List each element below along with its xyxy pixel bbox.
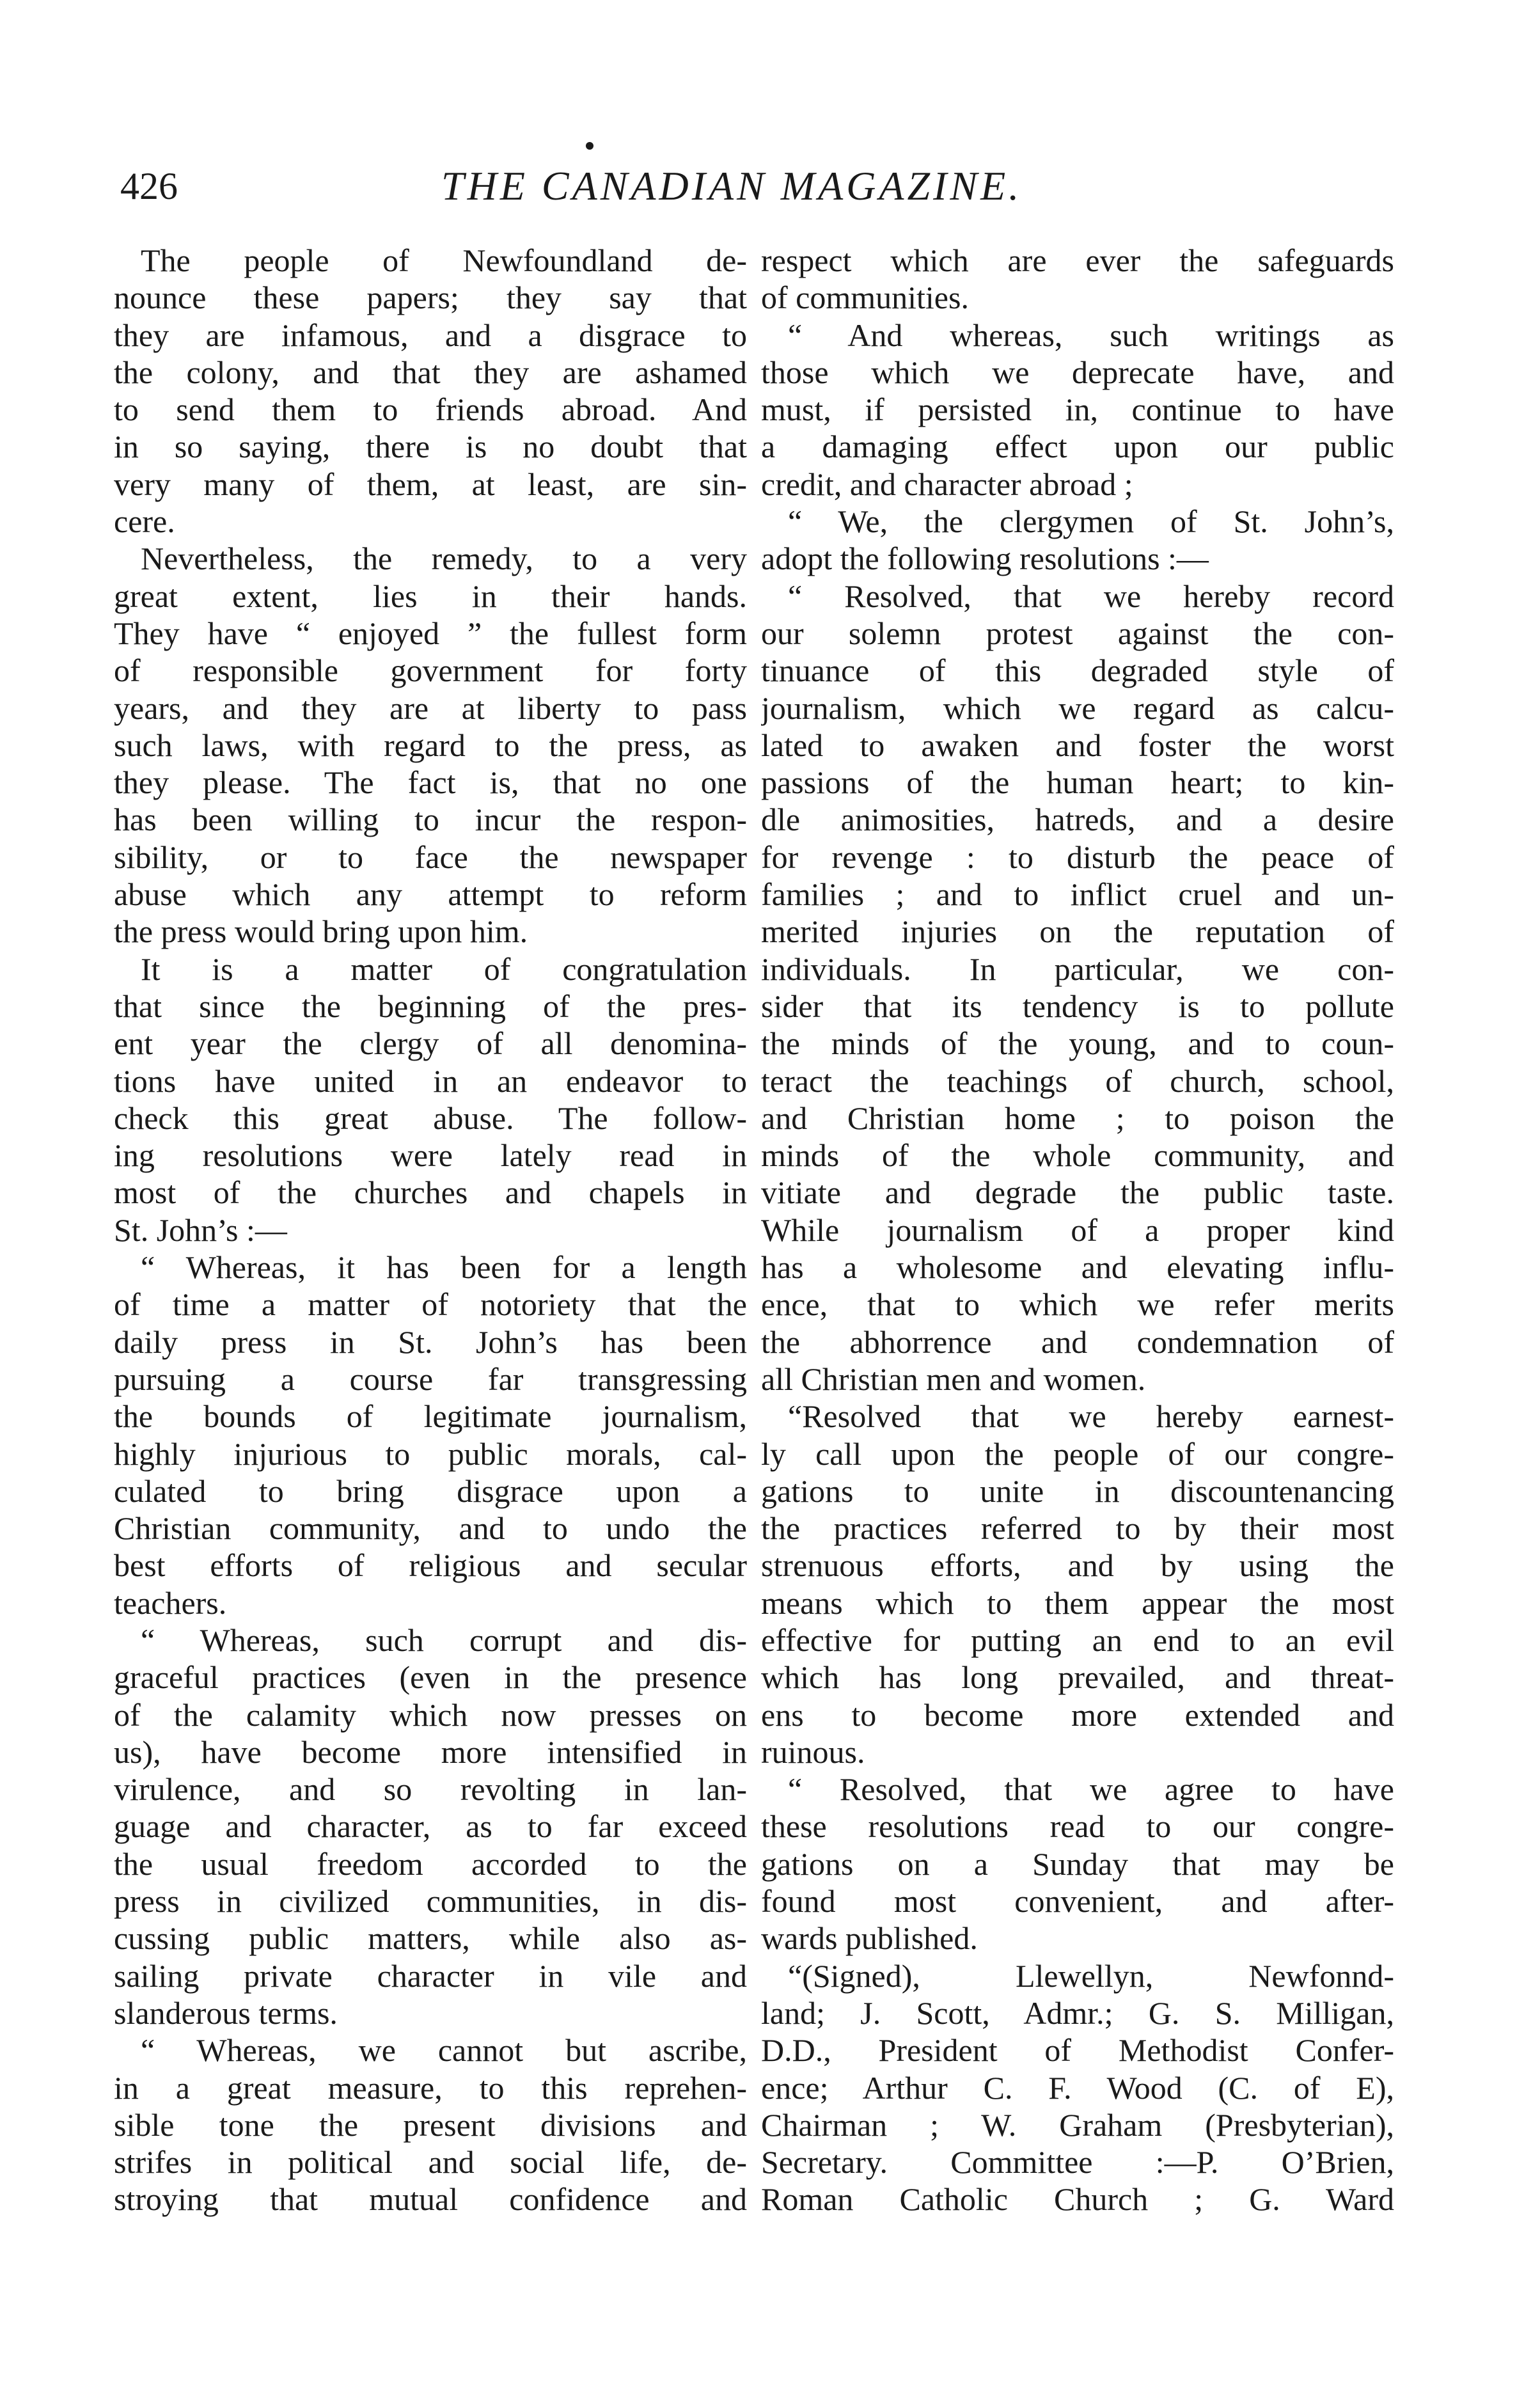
text-line: has been willing to incur the respon-	[114, 801, 747, 838]
header-ornament-dot	[586, 142, 593, 150]
text-line: found most convenient, and after-	[761, 1883, 1394, 1920]
text-line: strenuous efforts, and by using the	[761, 1547, 1394, 1584]
text-line: that since the beginning of the pres-	[114, 988, 747, 1024]
text-line: the minds of the young, and to coun-	[761, 1025, 1394, 1062]
text-line: While journalism of a proper kind	[761, 1211, 1394, 1248]
text-line: Christian community, and to undo the	[114, 1510, 747, 1547]
text-line: the usual freedom accorded to the	[114, 1845, 747, 1882]
text-line: D.D., President of Methodist Confer-	[761, 2032, 1394, 2069]
text-line: “ And whereas, such writings as	[788, 317, 1394, 353]
text-line: Roman Catholic Church ; G. Ward	[761, 2181, 1394, 2218]
text-line: sibility, or to face the newspaper	[114, 839, 747, 875]
text-line: They have “ enjoyed ” the fullest form	[114, 615, 747, 651]
text-line: in a great measure, to this reprehen-	[114, 2069, 747, 2106]
text-line: to send them to friends abroad. And	[114, 391, 747, 428]
text-line: adopt the following resolutions :—	[761, 541, 1209, 577]
text-line: graceful practices (even in the presence	[114, 1659, 747, 1696]
text-line: culated to bring disgrace upon a	[114, 1472, 747, 1509]
text-line: Chairman ; W. Graham (Presbyterian),	[761, 2106, 1394, 2143]
text-line: wards published.	[761, 1920, 978, 1957]
text-line: of responsible government for forty	[114, 652, 747, 689]
right-text-column	[761, 242, 1394, 2218]
text-line: gations on a Sunday that may be	[761, 1845, 1394, 1882]
text-line: effective for putting an end to an evil	[761, 1622, 1394, 1658]
text-line: they are infamous, and a disgrace to	[114, 317, 747, 353]
text-line: pursuing a course far transgressing	[114, 1361, 747, 1397]
text-line: has a wholesome and elevating influ-	[761, 1249, 1394, 1286]
text-line: It is a matter of congratulation	[141, 951, 747, 987]
text-line: best efforts of religious and secular	[114, 1547, 747, 1584]
running-title: THE CANADIAN MAGAZINE.	[441, 163, 1023, 209]
text-line: ence, that to which we refer merits	[761, 1286, 1394, 1323]
text-line: of the calamity which now presses on	[114, 1696, 747, 1733]
text-line: most of the churches and chapels in	[114, 1174, 747, 1211]
text-line: of time a matter of notoriety that the	[114, 1286, 747, 1323]
text-line: “ Resolved, that we agree to have	[788, 1771, 1394, 1808]
text-line: The people of Newfoundland de-	[141, 242, 747, 278]
text-line: must, if persisted in, continue to have	[761, 391, 1394, 428]
text-line: stroying that mutual confidence and	[114, 2181, 747, 2218]
text-line: great extent, lies in their hands.	[114, 578, 747, 614]
text-line: the press would bring upon him.	[114, 913, 528, 950]
text-line: ly call upon the people of our congre-	[761, 1435, 1394, 1472]
text-line: “ Resolved, that we hereby record	[788, 578, 1394, 614]
text-line: St. John’s :—	[114, 1211, 287, 1248]
page-number: 426	[120, 165, 178, 207]
text-line: cere.	[114, 503, 175, 540]
text-line: slanderous terms.	[114, 1994, 338, 2031]
text-line: dle animosities, hatreds, and a desire	[761, 801, 1394, 838]
text-line: years, and they are at liberty to pass	[114, 690, 747, 726]
text-line: ruinous.	[761, 1733, 865, 1770]
text-line: journalism, which we regard as calcu-	[761, 690, 1394, 726]
text-line: in so saying, there is no doubt that	[114, 429, 747, 465]
text-line: “ Whereas, such corrupt and dis-	[141, 1622, 747, 1658]
text-line: abuse which any attempt to reform	[114, 876, 747, 913]
text-line: these resolutions read to our congre-	[761, 1808, 1394, 1845]
text-line: a damaging effect upon our public	[761, 429, 1394, 465]
text-line: those which we deprecate have, and	[761, 354, 1394, 390]
text-line: tinuance of this degraded style of	[761, 652, 1394, 689]
text-line: “(Signed), Llewellyn, Newfonnd-	[788, 1957, 1394, 1994]
text-line: “ We, the clergymen of St. John’s,	[788, 503, 1394, 540]
text-line: ens to become more extended and	[761, 1696, 1394, 1733]
text-line: our solemn protest against the con-	[761, 615, 1394, 651]
text-line: ing resolutions were lately read in	[114, 1137, 747, 1174]
text-line: “ Whereas, we cannot but ascribe,	[141, 2032, 747, 2069]
text-line: passions of the human heart; to kin-	[761, 764, 1394, 801]
text-line: nounce these papers; they say that	[114, 280, 747, 316]
text-line: which has long prevailed, and threat-	[761, 1659, 1394, 1696]
text-line: such laws, with regard to the press, as	[114, 727, 747, 763]
text-line: individuals. In particular, we con-	[761, 951, 1394, 987]
text-line: tions have united in an endeavor to	[114, 1062, 747, 1099]
text-line: vitiate and degrade the public taste.	[761, 1174, 1394, 1211]
text-line: us), have become more intensified in	[114, 1733, 747, 1770]
text-line: ent year the clergy of all denomina-	[114, 1025, 747, 1062]
text-line: cussing public matters, while also as-	[114, 1920, 747, 1957]
text-line: teachers.	[114, 1584, 227, 1621]
text-line: guage and character, as to far exceed	[114, 1808, 747, 1845]
text-line: families ; and to inflict cruel and un-	[761, 876, 1394, 913]
text-line: land; J. Scott, Admr.; G. S. Milligan,	[761, 1994, 1394, 2031]
text-line: Secretary. Committee :—P. O’Brien,	[761, 2144, 1394, 2181]
text-line: for revenge : to disturb the peace of	[761, 839, 1394, 875]
left-text-column	[114, 242, 747, 2218]
text-line: all Christian men and women.	[761, 1361, 1146, 1397]
text-line: lated to awaken and foster the worst	[761, 727, 1394, 763]
text-line: the abhorrence and condemnation of	[761, 1323, 1394, 1360]
text-line: very many of them, at least, are sin-	[114, 466, 747, 502]
text-line: credit, and character abroad ;	[761, 466, 1133, 502]
text-line: “ Whereas, it has been for a length	[141, 1249, 747, 1286]
text-line: “Resolved that we hereby earnest-	[788, 1398, 1394, 1435]
text-line: minds of the whole community, and	[761, 1137, 1394, 1174]
text-line: virulence, and so revolting in lan-	[114, 1771, 747, 1808]
text-line: press in civilized communities, in dis-	[114, 1883, 747, 1920]
text-line: ence; Arthur C. F. Wood (C. of E),	[761, 2069, 1394, 2106]
text-line: the bounds of legitimate journalism,	[114, 1398, 747, 1435]
text-line: gations to unite in discountenancing	[761, 1472, 1394, 1509]
text-line: and Christian home ; to poison the	[761, 1100, 1394, 1136]
text-line: the colony, and that they are ashamed	[114, 354, 747, 390]
text-line: of communities.	[761, 280, 969, 316]
text-line: means which to them appear the most	[761, 1584, 1394, 1621]
text-line: the practices referred to by their most	[761, 1510, 1394, 1547]
text-line: merited injuries on the reputation of	[761, 913, 1394, 950]
text-line: they please. The fact is, that no one	[114, 764, 747, 801]
text-line: strifes in political and social life, de-	[114, 2144, 747, 2181]
text-line: sailing private character in vile and	[114, 1957, 747, 1994]
text-line: check this great abuse. The follow-	[114, 1100, 747, 1136]
text-line: sible tone the present divisions and	[114, 2106, 747, 2143]
text-line: daily press in St. John’s has been	[114, 1323, 747, 1360]
text-line: respect which are ever the safeguards	[761, 242, 1394, 278]
text-line: sider that its tendency is to pollute	[761, 988, 1394, 1024]
text-line: Nevertheless, the remedy, to a very	[141, 541, 747, 577]
text-line: teract the teachings of church, school,	[761, 1062, 1394, 1099]
text-line: highly injurious to public morals, cal-	[114, 1435, 747, 1472]
